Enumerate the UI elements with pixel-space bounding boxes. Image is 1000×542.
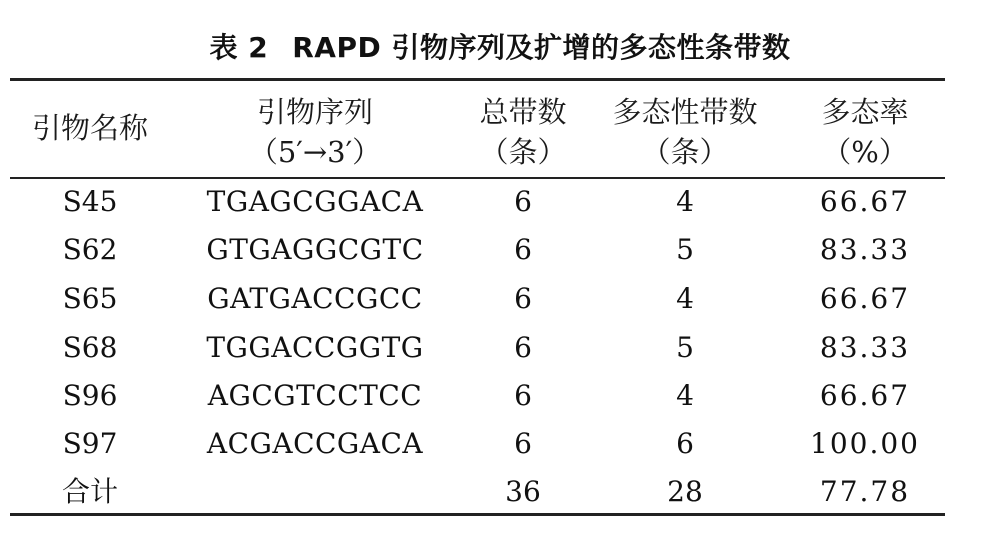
cell-primer-name: S62 [62, 233, 118, 266]
cell-total-bands: 6 [514, 282, 532, 315]
header-primer-sequence-label: 引物序列 [256, 95, 373, 129]
cell-total-bands: 6 [514, 185, 532, 218]
cell-polymorphism-rate: 83.33 [819, 233, 911, 266]
table-caption [0, 26, 1000, 66]
cell-polymorphism-rate: 66.67 [819, 379, 911, 412]
cell-polymorphic-bands: 6 [676, 427, 694, 460]
cell-total-label: 合计 [61, 475, 118, 508]
cell-polymorphism-rate: 66.67 [819, 185, 911, 218]
header-polymorphism-rate [790, 92, 940, 172]
cell-polymorphism-rate-overall: 77.78 [819, 475, 911, 508]
header-polymorphism-rate-unit: （%） [822, 135, 908, 169]
header-primer-name: 引物名称 [31, 111, 148, 145]
cell-primer-sequence: AGCGTCCTCC [207, 379, 423, 412]
cell-polymorphic-bands-sum: 28 [667, 475, 703, 508]
cell-total-bands: 6 [514, 427, 532, 460]
cell-primer-sequence: ACGACCGACA [206, 427, 424, 460]
header-total-bands [463, 92, 583, 172]
cell-primer-name: S68 [62, 331, 118, 364]
cell-total-bands: 6 [514, 379, 532, 412]
cell-primer-name: S96 [62, 379, 118, 412]
cell-polymorphism-rate: 83.33 [819, 331, 911, 364]
cell-polymorphic-bands: 4 [676, 185, 694, 218]
cell-polymorphic-bands: 4 [676, 282, 694, 315]
header-primer-sequence [190, 92, 440, 172]
cell-polymorphic-bands: 4 [676, 379, 694, 412]
cell-polymorphic-bands: 5 [676, 233, 694, 266]
table-title: RAPD 引物序列及扩增的多态性条带数 [292, 31, 791, 64]
header-polymorphic-bands-unit: （条） [641, 135, 729, 169]
cell-primer-name: S97 [62, 427, 118, 460]
cell-polymorphic-bands: 5 [676, 331, 694, 364]
header-polymorphic-bands [600, 92, 770, 172]
header-polymorphism-rate-label: 多态率 [821, 95, 909, 129]
cell-polymorphism-rate: 66.67 [819, 282, 911, 315]
cell-primer-sequence: TGAGCGGACA [206, 185, 424, 218]
header-primer-sequence-unit: （5′→3′） [248, 135, 382, 169]
cell-total-bands: 6 [514, 331, 532, 364]
header-total-bands-label: 总带数 [479, 95, 567, 129]
cell-primer-sequence: GTGAGGCGTC [206, 233, 424, 266]
cell-polymorphism-rate: 100.00 [810, 427, 920, 460]
cell-primer-sequence: GATGACCGCC [207, 282, 423, 315]
cell-primer-name: S45 [62, 185, 118, 218]
cell-primer-name: S65 [62, 282, 118, 315]
top-rule [10, 78, 945, 81]
bottom-rule [10, 513, 945, 516]
header-total-bands-unit: （条） [479, 135, 567, 169]
cell-primer-sequence: TGGACCGGTG [206, 331, 424, 364]
header-polymorphic-bands-label: 多态性带数 [612, 95, 758, 129]
table-number: 表 2 [209, 31, 269, 64]
cell-total-bands: 6 [514, 233, 532, 266]
cell-total-bands-sum: 36 [505, 475, 541, 508]
header-rule [10, 177, 945, 179]
